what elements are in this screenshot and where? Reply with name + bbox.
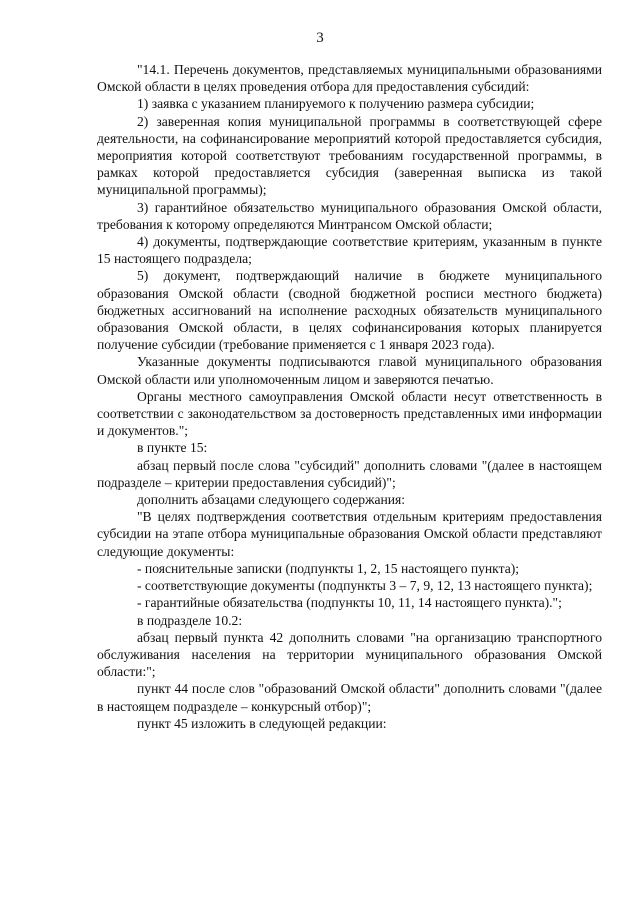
document-body: [97, 61, 602, 732]
paragraph: Органы местного самоуправления Омской области несут ответственность в соответствии с законодательством за достоверность представленных ими информации и документов.";: [97, 388, 602, 439]
paragraph: абзац первый пункта 42 дополнить словами "на организацию транспортного обслуживания населения на территории муниципального образования Омской области:";: [97, 629, 602, 680]
paragraph: абзац первый после слова "субсидий" дополнить словами "(далее в настоящем подразделе – критерии предоставления субсидий)";: [97, 457, 602, 490]
paragraph: 1) заявка с указанием планируемого к получению размера субсидии;: [137, 96, 535, 112]
paragraph: пункт 45 изложить в следующей редакции:: [137, 715, 387, 731]
paragraph: 5) документ, подтверждающий наличие в бюджете муниципального образования Омской области (сводной бюджетной росписи местного бюджета) бюджетных ассигнований на исполнение расходных обязательств муниципального образования Омской области, в целях софинансирования которых планируется получение субсидии (требование применяется с 1 января 2023 года).: [97, 268, 602, 353]
paragraph: "14.1. Перечень документов, представляемых муниципальными образованиями Омской области в целях проведения отбора для предоставления субсидий:: [97, 62, 602, 95]
paragraph: 2) заверенная копия муниципальной программы в соответствующей сфере деятельности, на софинансирование мероприятий которой предоставляется субсидия, мероприятия которой соответствуют требованиям государственной программы, в рамках которой предоставляется субсидия (заверенная выписка из такой муниципальной программы);: [97, 113, 602, 198]
paragraph: 4) документы, подтверждающие соответствие критериям, указанным в пункте 15 настоящего подраздела;: [97, 234, 602, 267]
paragraph: - соответствующие документы (подпункты 3 – 7, 9, 12, 13 настоящего пункта);: [137, 578, 593, 594]
paragraph: пункт 44 после слов "образований Омской области" дополнить словами "(далее в настоящем подразделе – конкурсный отбор)";: [97, 681, 602, 714]
paragraph: в подразделе 10.2:: [137, 612, 243, 628]
paragraph: в пункте 15:: [137, 440, 208, 456]
paragraph: - гарантийные обязательства (подпункты 10, 11, 14 настоящего пункта).";: [137, 595, 562, 611]
page-number: 3: [316, 30, 324, 46]
paragraph: дополнить абзацами следующего содержания:: [137, 492, 406, 508]
paragraph: Указанные документы подписываются главой муниципального образования Омской области или уполномоченным лицом и заверяются печатью.: [97, 354, 602, 387]
paragraph: 3) гарантийное обязательство муниципального образования Омской области, требования к которому определяются Минтрансом Омской области;: [97, 199, 602, 232]
paragraph: - пояснительные записки (подпункты 1, 2, 15 настоящего пункта);: [137, 560, 520, 576]
paragraph: "В целях подтверждения соответствия отдельным критериям предоставления субсидии на этапе отбора муниципальные образования Омской области представляют следующие документы:: [97, 509, 602, 559]
